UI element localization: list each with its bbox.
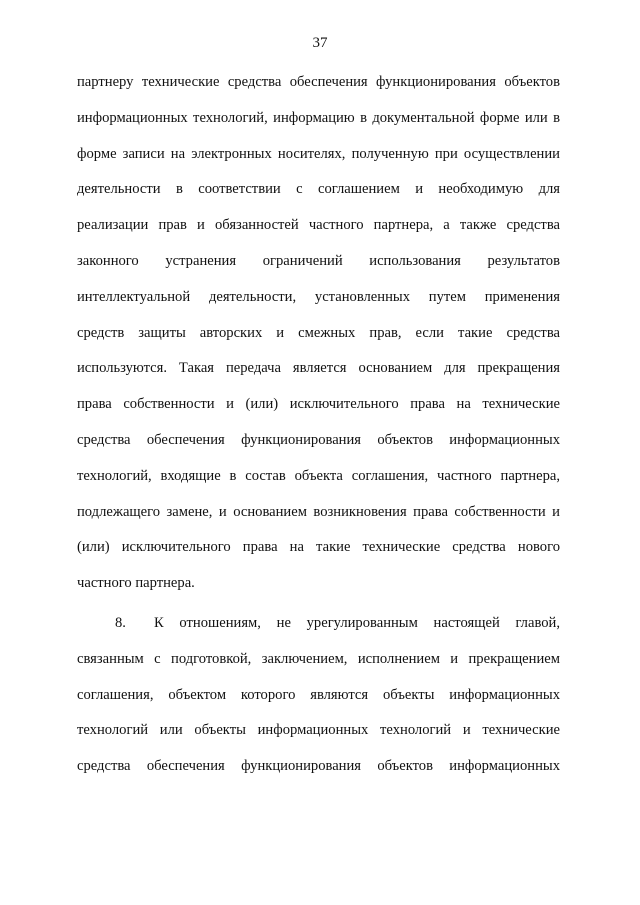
text-line: деятельности в соответствии с соглашением и необходимую для: [77, 181, 560, 198]
text-line: соглашения, объектом которого являются объекты информационных: [77, 686, 560, 703]
text-line: информационных технологий, информацию в документальной форме или в: [77, 109, 560, 126]
paragraph-continuation: [77, 72, 560, 609]
page-number: 37: [312, 35, 328, 51]
text-line: технологий или объекты информационных технологий и технические: [77, 722, 560, 739]
paragraph-8: [77, 613, 560, 792]
text-line: права собственности и (или) исключительного права на технические: [77, 396, 560, 413]
paragraph-first-line: [77, 613, 560, 649]
text-line: средства обеспечения функционирования объектов информационных: [77, 758, 560, 775]
text-line: законного устранения ограничений использования результатов: [77, 252, 560, 269]
text-line: технологий, входящие в состав объекта соглашения, частного партнера,: [77, 467, 560, 484]
text-line: реализации прав и обязанностей частного партнера, а также средства: [77, 217, 560, 234]
text-line: (или) исключительного права на такие технические средства нового: [77, 539, 560, 556]
text-line-last: частного партнера.: [77, 575, 195, 592]
text-line: средств защиты авторских и смежных прав, если такие средства: [77, 324, 560, 341]
text-line: связанным с подготовкой, заключением, исполнением и прекращением: [77, 650, 560, 667]
paragraph-number: 8.: [115, 615, 126, 631]
text-line: интеллектуальной деятельности, установленных путем применения: [77, 288, 560, 305]
text-line: используются. Такая передача является основанием для прекращения: [77, 360, 560, 377]
text-line: форме записи на электронных носителях, полученную при осуществлении: [77, 145, 560, 162]
text-line: подлежащего замене, и основанием возникновения права собственности и: [77, 503, 560, 520]
text-line: партнеру технические средства обеспечения функционирования объектов: [77, 74, 560, 90]
text-line: К отношениям, не урегулированным настоящей главой,: [154, 615, 560, 631]
text-line: средства обеспечения функционирования объектов информационных: [77, 431, 560, 448]
